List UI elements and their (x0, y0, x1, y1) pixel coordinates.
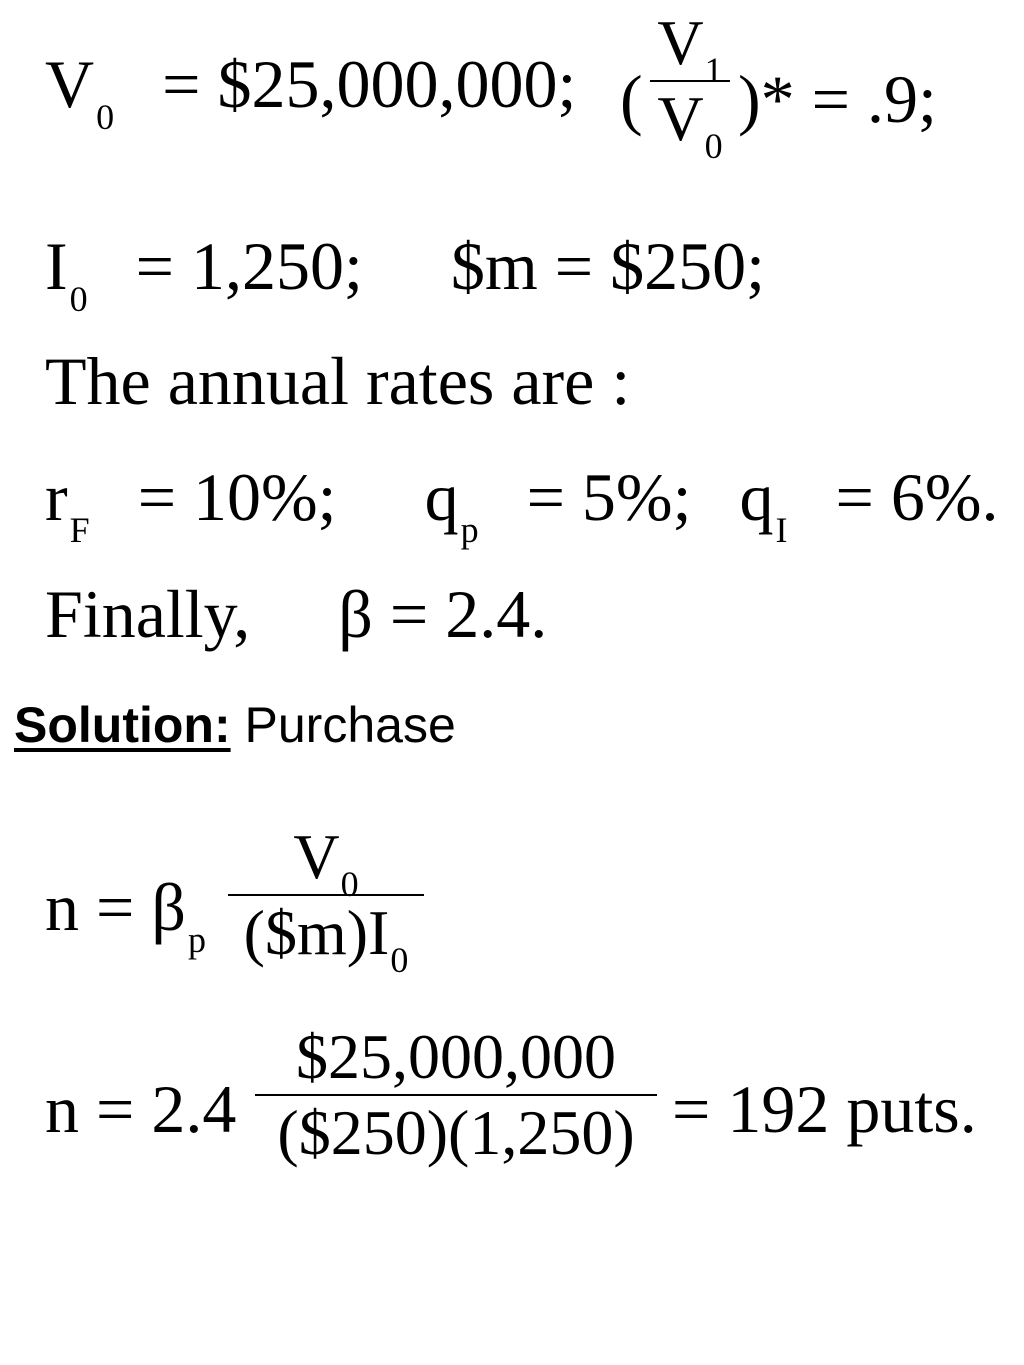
beta-value: β = 2.4. (338, 576, 548, 652)
formula-numerator: $V_0$ (293, 821, 359, 904)
rf-subscript: F (69, 510, 90, 550)
qp-subscript: p (460, 510, 479, 550)
formula-lhs: $n = \beta_p$ (45, 869, 206, 960)
qi-symbol: q (739, 459, 774, 535)
beta-line (45, 576, 548, 652)
qi-subscript: I (775, 510, 788, 550)
rf-value: = 10%; (137, 459, 337, 535)
qi-value: = 6%. (835, 459, 999, 535)
finally-text: Finally, (45, 576, 251, 652)
solution-heading (14, 697, 456, 753)
rf-symbol: r (45, 459, 68, 535)
qp-value: = 5%; (526, 459, 692, 535)
v0-symbol: V (45, 46, 95, 122)
computation-numerator: $25,000,000 (296, 1021, 616, 1092)
given-v0-line (45, 46, 577, 137)
i0-symbol: I (45, 228, 68, 304)
ratio-denominator: $V_0$ (657, 83, 723, 167)
computation-fraction (255, 1022, 657, 1169)
multiplier-value: $m = $250; (450, 228, 766, 304)
formula-beta-subscript: p (187, 920, 206, 960)
qp-symbol: q (424, 459, 459, 535)
computation-denominator: ($250)(1,250) (277, 1097, 635, 1169)
rates-line (45, 459, 999, 550)
computation-result: = 192 puts. (672, 1071, 977, 1147)
fraction-bar (255, 1094, 657, 1096)
fraction-bar (228, 894, 424, 896)
v0-subscript: 0 (96, 97, 115, 137)
rates-intro: The annual rates are : (45, 343, 631, 419)
ratio-numerator: $V_1$ (657, 7, 723, 90)
solution-label: Solution: (14, 697, 231, 753)
formula-fraction (228, 821, 424, 981)
i0-value: = 1,250; (135, 228, 363, 304)
computation-lhs: n = 2.4 (45, 1071, 237, 1147)
v0-value: = $25,000,000; (162, 46, 577, 122)
formula-denominator: $(\$m)I_0$ (243, 897, 409, 981)
i0-subscript: 0 (69, 279, 88, 319)
given-i0-line (45, 228, 766, 319)
ratio-fraction (650, 7, 730, 167)
ratio-value: )* = .9; (738, 61, 937, 137)
solution-text: Purchase (244, 697, 456, 753)
ratio-open-paren: ( (620, 61, 643, 137)
